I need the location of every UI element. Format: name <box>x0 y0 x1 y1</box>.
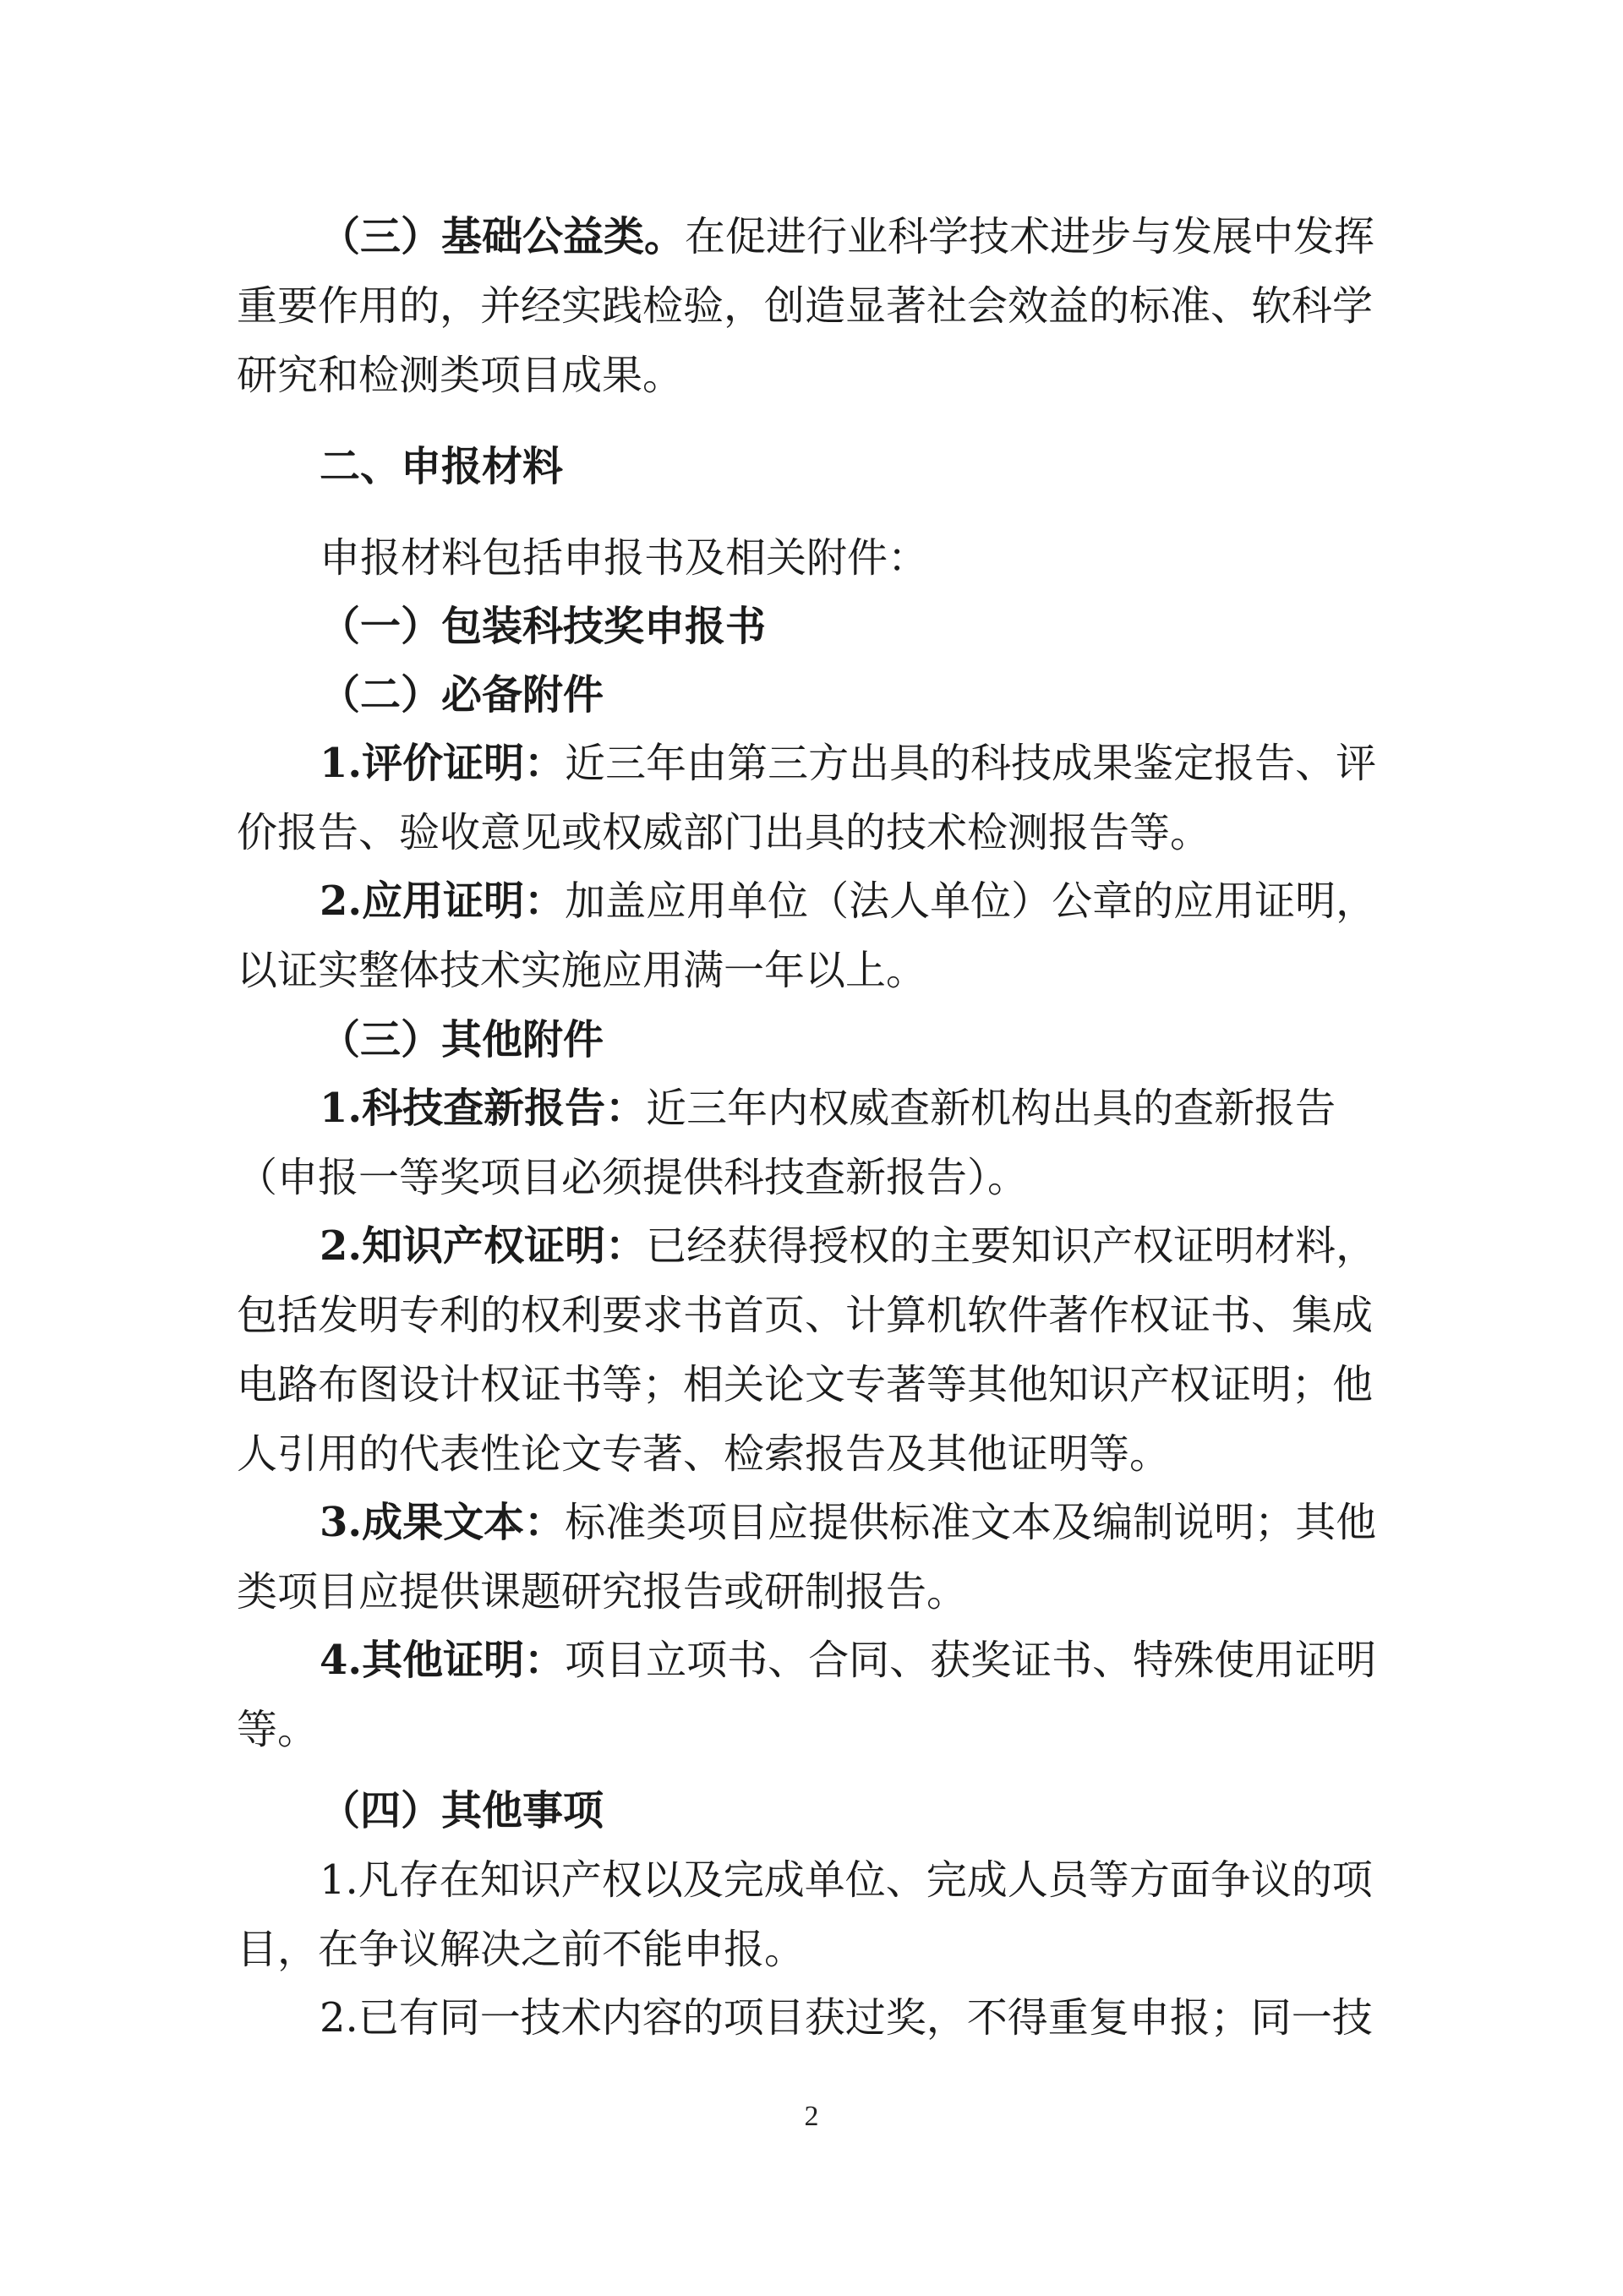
paragraph-line: 研究和检测类项目成果。 <box>237 352 684 399</box>
item-title: 1.科技查新报告： <box>320 1085 647 1132</box>
item-title: 1.评价证明： <box>320 740 566 787</box>
item-title: 2.应用证明： <box>320 877 566 925</box>
paragraph-line: 电路布图设计权证书等；相关论文专著等其他知识产权证明；他 <box>237 1361 1374 1408</box>
paragraph-line: 以证实整体技术实施应用满一年以上。 <box>237 947 927 994</box>
item-text: 近三年内权威查新机构出具的查新报告 <box>646 1085 1336 1132</box>
paragraph-line: 目，在争议解决之前不能申报。 <box>237 1926 806 1973</box>
item-text: 标准类项目应提供标准文本及编制说明；其他 <box>565 1499 1377 1546</box>
paragraph-line: （申报一等奖项目必须提供科技查新报告）。 <box>237 1154 1029 1201</box>
intro-paragraph: 申报材料包括申报书及相关附件： <box>320 534 929 582</box>
subsection-heading: （一）包装科技奖申报书 <box>320 603 767 650</box>
paragraph-line: 重要作用的，并经实践检验，创造显著社会效益的标准、软科学 <box>237 282 1374 330</box>
subsection-heading: （四）其他事项 <box>320 1787 604 1834</box>
subsection-heading: （三）其他附件 <box>320 1016 604 1063</box>
list-item-novelty-report <box>320 1074 1336 1142</box>
item-title: 3.成果文本： <box>320 1499 566 1546</box>
item-title: 2.知识产权证明： <box>320 1222 647 1270</box>
item-text: 近三年由第三方出具的科技成果鉴定报告、评 <box>565 740 1377 787</box>
section-heading: 二、申报材料 <box>320 443 564 490</box>
list-item-duplicate: 2.已有同一技术内容的项目获过奖，不得重复申报；同一技 <box>320 1994 1373 2042</box>
category-title: （三）基础公益类。 <box>320 213 686 260</box>
list-item-application <box>320 867 1376 935</box>
paragraph-text: 在促进行业科学技术进步与发展中发挥 <box>685 213 1375 260</box>
item-text: 已经获得授权的主要知识产权证明材料， <box>646 1222 1377 1270</box>
item-title: 4.其他证明： <box>320 1637 566 1684</box>
paragraph-line: 包括发明专利的权利要求书首页、计算机软件著作权证书、集成 <box>237 1292 1374 1339</box>
item-text: 项目立项书、合同、获奖证书、特殊使用证明 <box>565 1637 1377 1684</box>
list-item-evaluation <box>320 730 1376 797</box>
list-item-other-proof <box>320 1626 1376 1694</box>
page-number: 2 <box>804 2101 819 2132</box>
paragraph-line: 价报告、验收意见或权威部门出具的技术检测报告等。 <box>237 809 1211 856</box>
list-item-ip-proof <box>320 1212 1376 1280</box>
list-item-dispute: 1.凡存在知识产权以及完成单位、完成人员等方面争议的项 <box>320 1856 1373 1904</box>
paragraph-basic-public-welfare <box>320 203 1374 271</box>
item-text: 加盖应用单位（法人单位）公章的应用证明， <box>565 877 1377 925</box>
list-item-result-text <box>320 1489 1376 1556</box>
paragraph-line: 等。 <box>237 1706 319 1753</box>
paragraph-line: 类项目应提供课题研究报告或研制报告。 <box>237 1568 968 1615</box>
paragraph-line: 人引用的代表性论文专著、检索报告及其他证明等。 <box>237 1430 1171 1478</box>
subsection-heading: （二）必备附件 <box>320 671 604 719</box>
